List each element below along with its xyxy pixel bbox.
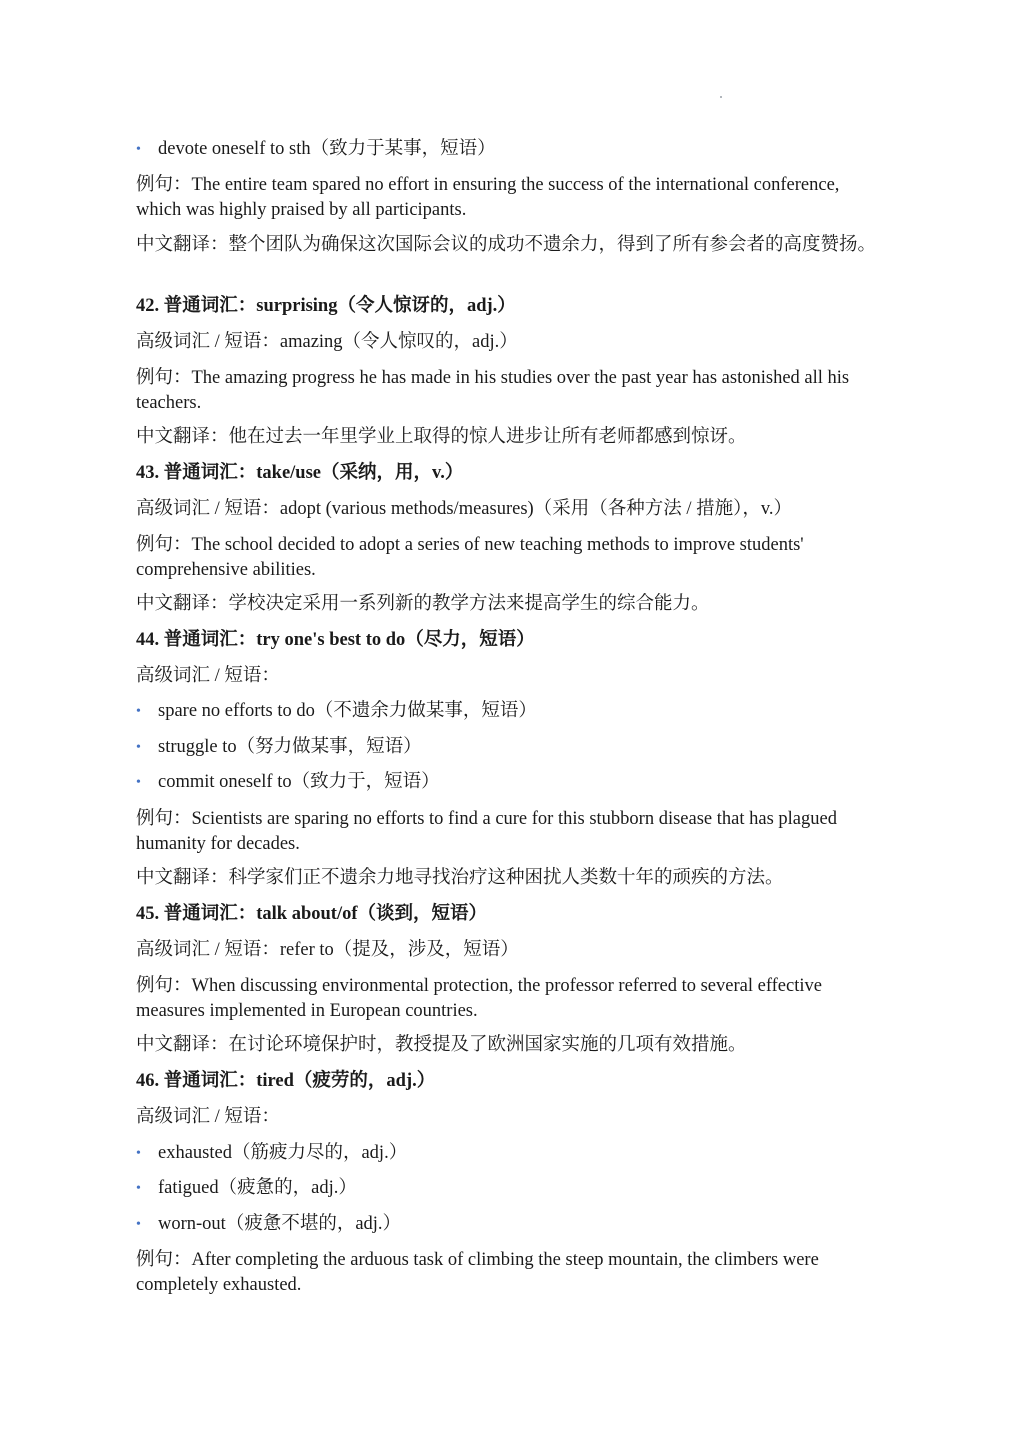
text-line: 高级词汇 / 短语：amazing（令人惊叹的，adj.） [136,332,518,352]
entry-heading: 44. 普通词汇：try one's best to do（尽力，短语） [136,630,535,650]
bullet-dot-icon: • [136,775,141,790]
bullet-dot-icon: • [136,740,141,755]
bullet-text: commit oneself to（致力于，短语） [158,772,440,792]
bullet-dot-icon: • [136,1181,141,1196]
bullet-text: fatigued（疲惫的，adj.） [158,1178,357,1198]
bullet-text: struggle to（努力做某事，短语） [158,737,422,757]
text-line: 中文翻译：科学家们正不遗余力地寻找治疗这种困扰人类数十年的顽疾的方法。 [136,868,784,888]
bullet-dot-icon: • [136,1217,141,1232]
example-paragraph: 例句：When discussing environmental protection, the professor referred to several effective measures implemented in European countries. [136,976,822,1021]
text-line: 高级词汇 / 短语： [136,1107,280,1127]
text-line: 中文翻译：他在过去一年里学业上取得的惊人进步让所有老师都感到惊讶。 [136,427,747,447]
example-paragraph: 例句：The school decided to adopt a series of new teaching methods to improve students' comprehensive abilities. [136,535,804,580]
text-line: 中文翻译：在讨论环境保护时，教授提及了欧洲国家实施的几项有效措施。 [136,1035,747,1055]
page-mark [720,96,722,98]
bullet-text: exhausted（筋疲力尽的，adj.） [158,1143,408,1163]
example-paragraph: 中文翻译：整个团队为确保这次国际会议的成功不遗余力，得到了所有参会者的高度赞扬。 [136,235,877,255]
entry-heading: 42. 普通词汇：surprising（令人惊讶的，adj.） [136,296,516,316]
example-paragraph: 例句：The amazing progress he has made in his studies over the past year has astonished all his teachers. [136,368,850,413]
text-line: 高级词汇 / 短语：adopt (various methods/measures)（采用（各种方法 / 措施），v.） [136,499,793,519]
example-paragraph: 例句：Scientists are sparing no efforts to find a cure for this stubborn disease that has plagued humanity for decades. [136,809,837,854]
bullet-dot-icon: • [136,142,141,157]
bullet-text: devote oneself to sth（致力于某事，短语） [158,139,496,159]
entry-heading: 45. 普通词汇：talk about/of（谈到，短语） [136,904,488,924]
bullet-dot-icon: • [136,1146,141,1161]
text-line: 中文翻译：学校决定采用一系列新的教学方法来提高学生的综合能力。 [136,594,710,614]
text-line: 高级词汇 / 短语： [136,666,280,686]
entry-heading: 46. 普通词汇：tired（疲劳的，adj.） [136,1071,436,1091]
example-paragraph: 例句：After completing the arduous task of climbing the steep mountain, the climbers were completely exhausted. [136,1250,819,1295]
text-line: 高级词汇 / 短语：refer to（提及，涉及，短语） [136,940,519,960]
bullet-text: worn-out（疲惫不堪的，adj.） [158,1214,402,1234]
example-paragraph: 例句：The entire team spared no effort in ensuring the success of the international conference, which was highly praised by all participants. [136,175,840,220]
entry-heading: 43. 普通词汇：take/use（采纳，用，v.） [136,463,464,483]
bullet-text: spare no efforts to do（不遗余力做某事，短语） [158,701,537,721]
bullet-dot-icon: • [136,704,141,719]
